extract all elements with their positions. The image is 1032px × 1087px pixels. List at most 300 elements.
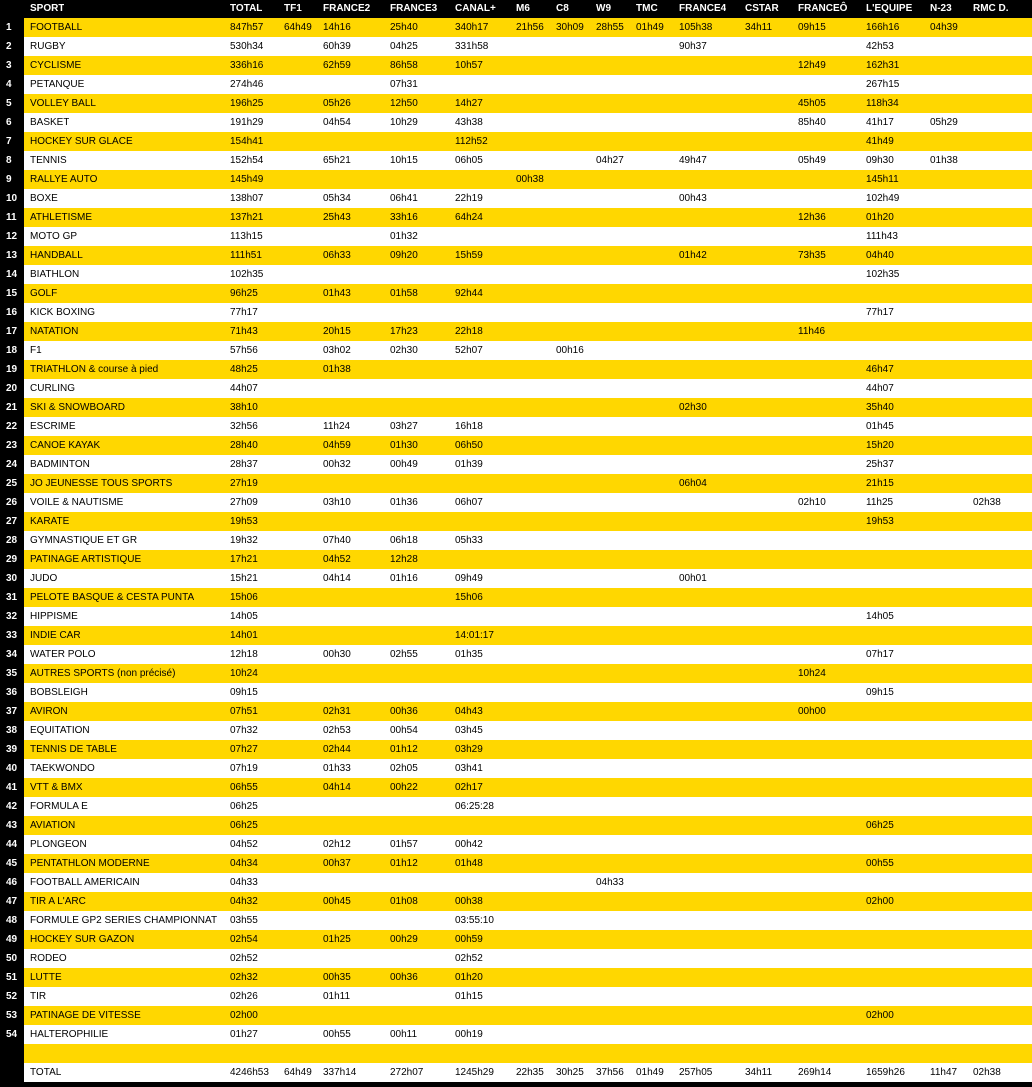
cell-l-equipe: 102h35 [866, 269, 900, 280]
cell-total: 15h06 [230, 592, 258, 603]
cell-l-equipe: 01h20 [866, 212, 894, 223]
table-row [0, 968, 1032, 987]
table-row [0, 379, 1032, 398]
row-background [24, 797, 1032, 816]
table-row [0, 626, 1032, 645]
column-header-france: FRANCEÔ [798, 3, 848, 14]
row-number: 19 [0, 360, 24, 379]
cell-cstar: 34h11 [745, 22, 773, 33]
cell-l-equipe: 09h15 [866, 687, 894, 698]
cell-france2: 00h30 [323, 649, 351, 660]
total-canal: 1245h29 [455, 1067, 494, 1078]
row-number: 28 [0, 531, 24, 550]
table-row [0, 740, 1032, 759]
table-row [0, 113, 1032, 132]
sport-name: RUGBY [30, 41, 66, 52]
row-background [24, 626, 1032, 645]
cell-total: 03h55 [230, 915, 258, 926]
cell-n-23: 01h38 [930, 155, 958, 166]
sport-name: VOILE & NAUTISME [30, 497, 124, 508]
cell-france3: 01h57 [390, 839, 418, 850]
row-background [24, 759, 1032, 778]
cell-l-equipe: 07h17 [866, 649, 894, 660]
cell-total: 02h26 [230, 991, 258, 1002]
cell-n-23: 04h39 [930, 22, 958, 33]
cell-france2: 02h31 [323, 706, 351, 717]
cell-france3: 03h27 [390, 421, 418, 432]
sport-name: HANDBALL [30, 250, 83, 261]
cell-france3: 01h36 [390, 497, 418, 508]
table-row [0, 341, 1032, 360]
total-label: TOTAL [30, 1067, 62, 1078]
cell-total: 113h15 [230, 231, 263, 242]
cell-france2: 04h14 [323, 573, 351, 584]
cell-l-equipe: 77h17 [866, 307, 894, 318]
cell-total: 137h21 [230, 212, 264, 223]
row-background [24, 550, 1032, 569]
cell-canal: 14h27 [455, 98, 483, 109]
total-m6: 22h35 [516, 1067, 544, 1078]
cell-canal: 331h58 [455, 41, 489, 52]
cell-france2: 01h33 [323, 763, 351, 774]
cell-france4: 02h30 [679, 402, 707, 413]
table-row [0, 436, 1032, 455]
cell-france: 12h49 [798, 60, 826, 71]
table-row [0, 949, 1032, 968]
cell-france3: 01h32 [390, 231, 418, 242]
total-row [0, 1063, 1032, 1082]
sport-name: TRIATHLON & course à pied [30, 364, 159, 375]
cell-n-23: 05h29 [930, 117, 958, 128]
table-row [0, 911, 1032, 930]
cell-total: 09h15 [230, 687, 258, 698]
cell-total: 847h57 [230, 22, 264, 33]
total-n-23: 11h47 [930, 1067, 958, 1078]
cell-l-equipe: 162h31 [866, 60, 900, 71]
table-row [0, 778, 1032, 797]
cell-total: 274h46 [230, 79, 264, 90]
total-cstar: 34h11 [745, 1067, 773, 1078]
cell-france3: 06h41 [390, 193, 418, 204]
table-row [0, 208, 1032, 227]
cell-france3: 01h16 [390, 573, 418, 584]
table-row [0, 588, 1032, 607]
sport-name: HOCKEY SUR GLACE [30, 136, 133, 147]
column-header-l-equipe: L'EQUIPE [866, 3, 913, 14]
sport-name: PETANQUE [30, 79, 85, 90]
cell-canal: 01h20 [455, 972, 483, 983]
cell-l-equipe: 35h40 [866, 402, 894, 413]
table-row [0, 1025, 1032, 1044]
row-number: 9 [0, 170, 24, 189]
cell-canal: 52h07 [455, 345, 483, 356]
sport-name: JO JEUNESSE TOUS SPORTS [30, 478, 173, 489]
row-number: 52 [0, 987, 24, 1006]
cell-france3: 00h29 [390, 934, 418, 945]
cell-total: 02h32 [230, 972, 258, 983]
sport-name: KICK BOXING [30, 307, 96, 318]
sport-name: EQUITATION [30, 725, 90, 736]
table-row [0, 721, 1032, 740]
table-row [0, 132, 1032, 151]
row-number: 24 [0, 455, 24, 474]
cell-total: 71h43 [230, 326, 258, 337]
cell-france3: 33h16 [390, 212, 418, 223]
cell-canal: 22h19 [455, 193, 483, 204]
table-row [0, 170, 1032, 189]
row-background [24, 284, 1032, 303]
cell-l-equipe: 41h17 [866, 117, 894, 128]
cell-france2: 00h37 [323, 858, 351, 869]
cell-france2: 05h26 [323, 98, 351, 109]
cell-l-equipe: 01h45 [866, 421, 894, 432]
cell-total: 96h25 [230, 288, 258, 299]
sport-name: BIATHLON [30, 269, 80, 280]
cell-total: 02h52 [230, 953, 258, 964]
cell-total: 28h40 [230, 440, 258, 451]
sport-name: KARATE [30, 516, 70, 527]
row-number: 54 [0, 1025, 24, 1044]
table-row [0, 360, 1032, 379]
column-header-n-23: N-23 [930, 3, 952, 14]
row-number: 42 [0, 797, 24, 816]
sport-name: PATINAGE DE VITESSE [30, 1010, 141, 1021]
table-row [0, 398, 1032, 417]
table-row [0, 56, 1032, 75]
cell-total: 15h21 [230, 573, 258, 584]
cell-france2: 11h24 [323, 421, 351, 432]
total-france: 269h14 [798, 1067, 832, 1078]
cell-france2: 03h10 [323, 497, 351, 508]
row-number: 27 [0, 512, 24, 531]
table-row [0, 227, 1032, 246]
row-number: 38 [0, 721, 24, 740]
cell-l-equipe: 267h15 [866, 79, 900, 90]
row-number: 51 [0, 968, 24, 987]
row-number: 23 [0, 436, 24, 455]
cell-canal: 04h43 [455, 706, 483, 717]
cell-france: 85h40 [798, 117, 826, 128]
sport-name: CANOE KAYAK [30, 440, 101, 451]
cell-france2: 04h14 [323, 782, 351, 793]
cell-france2: 05h34 [323, 193, 351, 204]
cell-france2: 04h52 [323, 554, 351, 565]
cell-canal: 06:25:28 [455, 801, 494, 812]
cell-canal: 01h15 [455, 991, 483, 1002]
cell-m6: 00h38 [516, 174, 544, 185]
sport-name: FORMULE GP2 SERIES CHAMPIONNAT [30, 915, 218, 926]
cell-france3: 01h12 [390, 744, 418, 755]
cell-france: 05h49 [798, 155, 826, 166]
row-number: 22 [0, 417, 24, 436]
total-c8: 30h25 [556, 1067, 584, 1078]
row-background [24, 531, 1032, 550]
cell-total: 44h07 [230, 383, 258, 394]
row-number: 41 [0, 778, 24, 797]
cell-canal: 10h57 [455, 60, 483, 71]
cell-france: 00h00 [798, 706, 826, 717]
column-header-cstar: CSTAR [745, 3, 779, 14]
cell-l-equipe: 25h37 [866, 459, 894, 470]
row-number: 2 [0, 37, 24, 56]
cell-w9: 04h27 [596, 155, 624, 166]
cell-france3: 04h25 [390, 41, 418, 52]
column-header-tmc: TMC [636, 3, 658, 14]
cell-france2: 01h43 [323, 288, 351, 299]
sport-name: MOTO GP [30, 231, 78, 242]
row-background [24, 341, 1032, 360]
cell-canal: 92h44 [455, 288, 483, 299]
row-number: 16 [0, 303, 24, 322]
cell-l-equipe: 02h00 [866, 1010, 894, 1021]
cell-total: 28h37 [230, 459, 258, 470]
table-row [0, 987, 1032, 1006]
row-number: 6 [0, 113, 24, 132]
sport-name: TENNIS DE TABLE [30, 744, 117, 755]
column-header-france4: FRANCE4 [679, 3, 727, 14]
row-number: 46 [0, 873, 24, 892]
row-number: 12 [0, 227, 24, 246]
cell-france3: 00h22 [390, 782, 418, 793]
sport-name: HOCKEY SUR GAZON [30, 934, 135, 945]
sport-name: FORMULA E [30, 801, 88, 812]
sport-name: GOLF [30, 288, 58, 299]
cell-france2: 01h38 [323, 364, 351, 375]
row-number: 3 [0, 56, 24, 75]
cell-l-equipe: 44h07 [866, 383, 894, 394]
table-header [0, 0, 1032, 18]
sport-name: TIR [30, 991, 47, 1002]
cell-canal: 00h42 [455, 839, 483, 850]
row-number: 31 [0, 588, 24, 607]
cell-l-equipe: 145h11 [866, 174, 899, 185]
row-number: 18 [0, 341, 24, 360]
cell-total: 06h55 [230, 782, 258, 793]
cell-c8: 30h09 [556, 22, 584, 33]
cell-france4: 00h43 [679, 193, 707, 204]
cell-total: 01h27 [230, 1029, 258, 1040]
row-number: 17 [0, 322, 24, 341]
row-background [24, 835, 1032, 854]
column-header-france3: FRANCE3 [390, 3, 438, 14]
cell-total: 04h52 [230, 839, 258, 850]
table-row [0, 189, 1032, 208]
cell-canal: 01h39 [455, 459, 483, 470]
total-rmc-d: 02h38 [973, 1067, 1001, 1078]
spacer-row [0, 1044, 1032, 1063]
cell-france3: 01h08 [390, 896, 418, 907]
cell-w9: 28h55 [596, 22, 624, 33]
table-row [0, 322, 1032, 341]
cell-france2: 02h44 [323, 744, 351, 755]
row-number: 47 [0, 892, 24, 911]
table-row [0, 835, 1032, 854]
row-background [24, 1044, 1032, 1063]
cell-france3: 07h31 [390, 79, 418, 90]
cell-france3: 12h50 [390, 98, 418, 109]
sport-name: FOOTBALL [30, 22, 83, 33]
cell-m6: 21h56 [516, 22, 544, 33]
sport-name: VTT & BMX [30, 782, 83, 793]
total-france4: 257h05 [679, 1067, 713, 1078]
cell-total: 19h53 [230, 516, 258, 527]
row-number: 35 [0, 664, 24, 683]
column-header-canal: CANAL+ [455, 3, 496, 14]
total-total: 4246h53 [230, 1067, 269, 1078]
cell-l-equipe: 02h00 [866, 896, 894, 907]
row-background [24, 322, 1032, 341]
sport-name: RALLYE AUTO [30, 174, 98, 185]
cell-france2: 14h16 [323, 22, 351, 33]
cell-total: 02h00 [230, 1010, 258, 1021]
cell-france2: 02h53 [323, 725, 351, 736]
cell-total: 07h19 [230, 763, 258, 774]
row-number: 50 [0, 949, 24, 968]
cell-l-equipe: 102h49 [866, 193, 900, 204]
cell-canal: 00h59 [455, 934, 483, 945]
table-row [0, 1006, 1032, 1025]
sport-name: HIPPISME [30, 611, 78, 622]
cell-france3: 00h54 [390, 725, 418, 736]
cell-l-equipe: 06h25 [866, 820, 894, 831]
column-header-total: TOTAL [230, 3, 263, 14]
row-background [24, 740, 1032, 759]
table-row [0, 455, 1032, 474]
cell-france2: 25h43 [323, 212, 351, 223]
sport-name: PELOTE BASQUE & CESTA PUNTA [30, 592, 195, 603]
cell-total: 77h17 [230, 307, 258, 318]
cell-france3: 12h28 [390, 554, 418, 565]
cell-france4: 49h47 [679, 155, 707, 166]
sport-name: TIR A L'ARC [30, 896, 86, 907]
cell-canal: 15h06 [455, 592, 483, 603]
cell-total: 111h51 [230, 250, 262, 261]
sport-name: PLONGEON [30, 839, 87, 850]
cell-canal: 03:55:10 [455, 915, 494, 926]
cell-canal: 00h19 [455, 1029, 483, 1040]
cell-france3: 86h58 [390, 60, 418, 71]
cell-l-equipe: 118h34 [866, 98, 899, 109]
cell-total: 07h51 [230, 706, 258, 717]
cell-canal: 02h17 [455, 782, 483, 793]
cell-france3: 09h20 [390, 250, 418, 261]
table-row [0, 284, 1032, 303]
column-header-c8: C8 [556, 3, 569, 14]
cell-total: 48h25 [230, 364, 258, 375]
total-w9: 37h56 [596, 1067, 624, 1078]
row-background [24, 987, 1032, 1006]
cell-france2: 04h59 [323, 440, 351, 451]
row-background [24, 1025, 1032, 1044]
cell-total: 196h25 [230, 98, 264, 109]
row-number: 45 [0, 854, 24, 873]
cell-canal: 03h29 [455, 744, 483, 755]
row-number: 32 [0, 607, 24, 626]
table-row [0, 94, 1032, 113]
cell-total: 32h56 [230, 421, 258, 432]
row-number: 4 [0, 75, 24, 94]
cell-canal: 06h05 [455, 155, 483, 166]
cell-france2: 03h02 [323, 345, 351, 356]
row-number: 39 [0, 740, 24, 759]
cell-l-equipe: 11h25 [866, 497, 894, 508]
cell-france2: 60h39 [323, 41, 351, 52]
cell-tmc: 01h49 [636, 22, 664, 33]
table-row [0, 892, 1032, 911]
cell-l-equipe: 46h47 [866, 364, 894, 375]
cell-france3: 02h55 [390, 649, 418, 660]
cell-total: 06h25 [230, 801, 258, 812]
row-number: 13 [0, 246, 24, 265]
table-row [0, 151, 1032, 170]
cell-total: 27h19 [230, 478, 258, 489]
cell-l-equipe: 19h53 [866, 516, 894, 527]
table-row [0, 303, 1032, 322]
cell-total: 02h54 [230, 934, 258, 945]
cell-canal: 01h48 [455, 858, 483, 869]
row-background [24, 968, 1032, 987]
column-header-w9: W9 [596, 3, 611, 14]
table-row [0, 854, 1032, 873]
row-number: 7 [0, 132, 24, 151]
cell-france3: 02h05 [390, 763, 418, 774]
cell-total: 07h32 [230, 725, 258, 736]
sport-name: INDIE CAR [30, 630, 81, 641]
cell-canal: 00h38 [455, 896, 483, 907]
table-row [0, 75, 1032, 94]
row-background [24, 949, 1032, 968]
table-row [0, 18, 1032, 37]
row-number: 53 [0, 1006, 24, 1025]
table-row [0, 550, 1032, 569]
cell-l-equipe: 111h43 [866, 231, 898, 242]
cell-france4: 00h01 [679, 573, 707, 584]
cell-total: 07h27 [230, 744, 258, 755]
table-row [0, 797, 1032, 816]
sport-name: BADMINTON [30, 459, 90, 470]
table-row [0, 37, 1032, 56]
table-row [0, 493, 1032, 512]
sport-name: AVIRON [30, 706, 68, 717]
cell-france3: 00h36 [390, 706, 418, 717]
sport-name: SKI & SNOWBOARD [30, 402, 126, 413]
cell-total: 102h35 [230, 269, 264, 280]
cell-total: 336h16 [230, 60, 264, 71]
cell-france3: 00h11 [390, 1029, 418, 1040]
cell-france4: 01h42 [679, 250, 707, 261]
cell-france2: 65h21 [323, 155, 351, 166]
table-row [0, 930, 1032, 949]
row-background [24, 930, 1032, 949]
cell-total: 14h01 [230, 630, 258, 641]
row-number: 15 [0, 284, 24, 303]
cell-w9: 04h33 [596, 877, 624, 888]
cell-l-equipe: 04h40 [866, 250, 894, 261]
cell-total: 154h41 [230, 136, 264, 147]
cell-france2: 01h11 [323, 991, 351, 1002]
row-number: 14 [0, 265, 24, 284]
row-number: 29 [0, 550, 24, 569]
row-background [24, 702, 1032, 721]
cell-total: 138h07 [230, 193, 264, 204]
sport-name: BOXE [30, 193, 58, 204]
sport-name: CURLING [30, 383, 76, 394]
cell-total: 04h32 [230, 896, 258, 907]
sport-name: TAEKWONDO [30, 763, 95, 774]
cell-france3: 01h58 [390, 288, 418, 299]
cell-france3: 00h36 [390, 972, 418, 983]
cell-total: 14h05 [230, 611, 258, 622]
